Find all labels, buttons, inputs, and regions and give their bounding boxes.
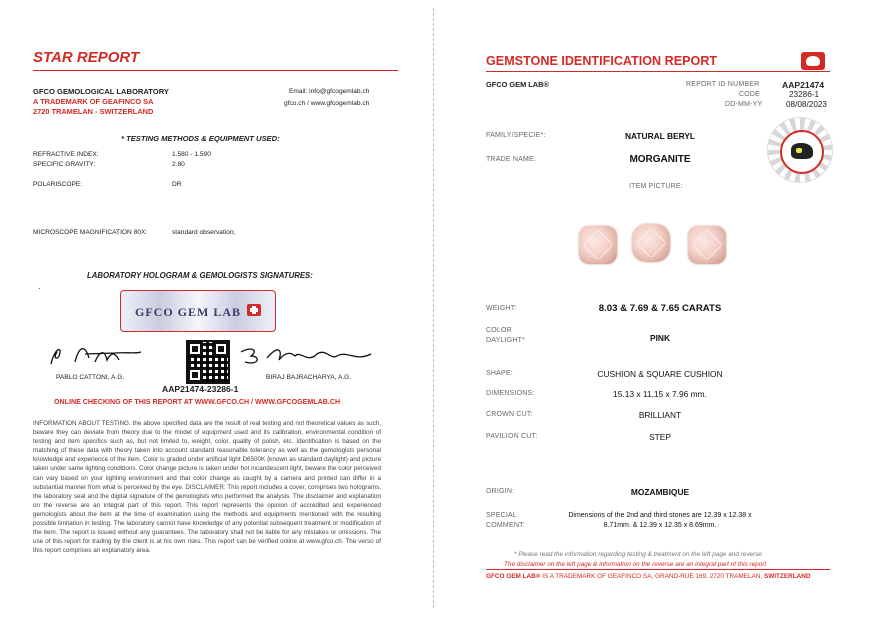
dimensions-label: DIMENSIONS:: [486, 390, 535, 397]
special-label: SPECIAL: [486, 512, 517, 519]
title-rule-right: [486, 71, 830, 72]
dot-mark: ·: [38, 284, 41, 293]
shape-label: SHAPE:: [486, 370, 513, 377]
weight-label: WEIGHT:: [486, 305, 517, 312]
test-label: POLARISCOPE:: [33, 181, 83, 188]
test-value: DR: [172, 181, 182, 188]
color-value: PINK: [649, 333, 670, 343]
report-id-label: REPORT ID NUMBER: [686, 81, 760, 88]
note-2: The disclaimer on the left page & information on the reverse are an integral part of this report: [504, 561, 767, 568]
shape-value: CUSHION & SQUARE CUSHION: [597, 369, 723, 379]
signer-2-name: BIRAJ BAJRACHARYA, A.G.: [266, 374, 352, 381]
qr-code-icon: [186, 340, 230, 384]
hologram-text: GFCO GEM LAB: [135, 305, 242, 319]
hologram-title: LABORATORY HOLOGRAM & GEMOLOGISTS SIGNATURES:: [87, 271, 313, 280]
test-value: standard observation;: [172, 229, 236, 236]
item-picture-label: ITEM PICTURE:: [629, 183, 683, 190]
test-value: 2.80: [172, 161, 185, 168]
comment-label: COMMENT:: [486, 522, 525, 529]
signer-1-name: PABLO CATTONI, A.G.: [56, 374, 125, 381]
lab-brand: GFCO GEM LAB®: [486, 80, 549, 89]
gem-stone-1: [579, 226, 617, 264]
lab-logo-icon: [801, 52, 825, 70]
comment-value: Dimensions of the 2nd and third stones are 12.39 x 12.38 x 8.71mm. & 12.39 x 12.35 x 8.69mm.: [568, 512, 752, 529]
hologram: [120, 290, 276, 332]
gem-stone-2: [632, 224, 670, 262]
trademark-line: A TRADEMARK OF GEAFINCO SA: [33, 97, 154, 106]
code-value: 23286-1: [789, 90, 820, 99]
swiss-flag-icon: [247, 304, 261, 316]
family-value: NATURAL BERYL: [624, 131, 696, 141]
date-label: DD-MM-YY: [725, 101, 763, 108]
online-check-link[interactable]: ONLINE CHECKING OF THIS REPORT AT WWW.GFCO.CH / WWW.GFCOGEMLAB.CH: [54, 398, 341, 406]
test-label: REFRACTIVE INDEX:: [33, 151, 99, 158]
address-line: 2720 TRAMELAN - SWITZERLAND: [33, 107, 154, 116]
title-rule: [33, 70, 398, 71]
methods-title: * TESTING METHODS & EQUIPMENT USED:: [121, 134, 280, 143]
trade-label: TRADE NAME:: [486, 156, 537, 163]
dimensions-value: 15.13 x 11.15 x 7.96 mm.: [613, 389, 707, 399]
family-label: FAMILY/SPECIE*:: [486, 132, 546, 139]
color-label: COLOR: [486, 327, 512, 334]
star-report-title: STAR REPORT: [33, 49, 140, 66]
report-id-value: AAP21474: [782, 80, 825, 90]
date-value: 08/08/2023: [786, 100, 827, 109]
origin-value: MOZAMBIQUE: [630, 487, 690, 497]
trade-value: MORGANITE: [629, 154, 691, 165]
footer-country: SWITZERLAND: [763, 573, 811, 580]
gem-stone-3: [688, 226, 726, 264]
report-code: AAP21474-23286-1: [162, 384, 239, 394]
signature-2: [237, 342, 377, 370]
info-paragraph: INFORMATION ABOUT TESTING: the above specified data are the result of real testing and not theoretical values as such, beware they can deviate from theory due to the model of equipment used and its calibration, environmental condition of testing and item specifics such as, but not limited to, weight, color, quality of polish, etc. Identification is based on the matching of these data with theory taken into account standard reasonable tolerancy as well as the gemologists personal knowledge and experience of the item. Color is graded under artificial light D6500K (known as standard daylight) and picture taken under same lighting conditions. Color change picture is taken under hot incandescent light, beware the color perceived can vary based on your lighting environment and that color change as caught by a camera and printed can differ in a substantial manner from what is perceived by the eye. DISCLAIMER: This report includes a cover, comprises two holograms, the laboratory seal and the digital signature of the gemologists who performed the analysis. The disclaimer and explanation on the reverse are an integral part of this report. This report represents the opinion of accredited and experienced gemologists about the item at the time of examination using the methods and equipments mentioned with the resulting possible limitation in testing. The laboratory cannot have knowledge of any potential subsequent treatment or modification of the item. The report is issued without any guarantees. The laboratory shall not be liable for any mistakes or omissions. The use of this report for trading by the client is at his own risks. This report can be verified online at www.gfco.ch. The verso of this report comprises an explanatory area.: [33, 420, 381, 555]
daylight-label: DAYLIGHT*: [486, 337, 526, 344]
origin-label: ORIGIN:: [486, 488, 515, 495]
lab-name: GFCO GEMOLOGICAL LABORATORY: [33, 87, 169, 96]
footer-rule: [486, 569, 830, 570]
weight-value: 8.03 & 7.69 & 7.65 CARATS: [598, 303, 722, 314]
report-title: GEMSTONE IDENTIFICATION REPORT: [486, 54, 718, 68]
footer-brand: GFCO GEM LAB®: [486, 573, 541, 580]
pavilion-label: PAVILION CUT:: [486, 433, 538, 440]
footer-text: IS A TRADEMARK OF GEAFINCO SA, GRAND-RUE 169, 2720 TRAMELAN,: [542, 573, 763, 580]
crown-label: CROWN CUT:: [486, 411, 533, 418]
websites-text: gfco.ch / www.gfcogemlab.ch: [284, 100, 370, 107]
test-label: SPECIFIC GRAVITY:: [33, 161, 96, 168]
email-text: Email: info@gfcogemlab.ch: [289, 88, 370, 95]
page-fold: [433, 8, 434, 608]
lab-seal: [767, 117, 833, 183]
test-value: 1.580 - 1.590: [172, 151, 211, 158]
footer-trademark: [486, 573, 810, 580]
test-label: MICROSCOPE MAGNIFICATION 80X:: [33, 229, 148, 236]
pavilion-value: STEP: [649, 432, 671, 442]
code-label: CODE: [739, 91, 761, 98]
crown-value: BRILLIANT: [638, 410, 682, 420]
seal-emblem-icon: [780, 130, 824, 174]
signature-1: [45, 342, 145, 370]
note-1: * Please read the information regarding testing & treatment on the left page and reverse: [514, 551, 762, 558]
